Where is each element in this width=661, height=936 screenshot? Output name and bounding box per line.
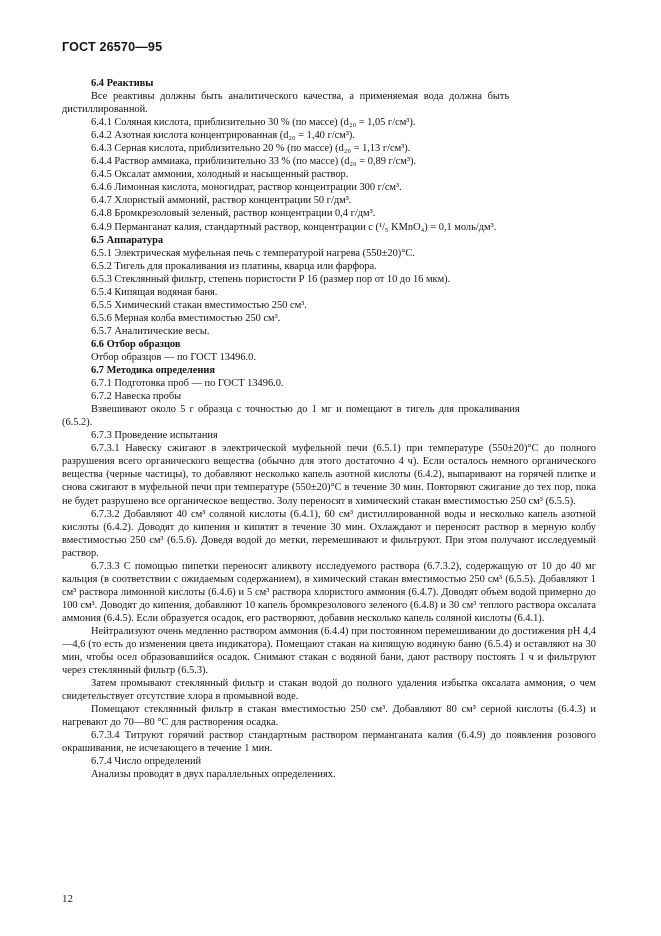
standard-header: ГОСТ 26570—95 (62, 40, 163, 54)
reagent-6-4-2: 6.4.2 Азотная кислота концентрированная (d₂₀ = 1,40 г/см³). (91, 130, 355, 142)
apparatus-6-5-6: 6.5.6 Мерная колба вместимостью 250 см³. (91, 312, 281, 324)
reagent-6-4-1: 6.4.1 Соляная кислота, приблизительно 30 % (по массе) (d₂₀ = 1,05 г/см³). (91, 117, 416, 129)
apparatus-6-5-5: 6.5.5 Химический стакан вместимостью 250 см³. (91, 299, 307, 311)
apparatus-6-5-1: 6.5.1 Электрическая муфельная печь с температурой нагрева (550±20)°С. (91, 247, 415, 259)
reagent-6-4-6: 6.4.6 Лимонная кислота, моногидрат, раствор концентрации 300 г/см³. (91, 182, 402, 194)
sampling-text: Отбор образцов — по ГОСТ 13496.0. (91, 351, 256, 363)
method-6-7-2-text-line-1: Взвешивают около 5 г образца с точностью до 1 мг и помещают в тигель для прокаливания (91, 404, 520, 416)
section-6-6-title: 6.6 Отбор образцов (91, 338, 181, 350)
section-6-4-title: 6.4 Реактивы (91, 78, 154, 89)
reagent-6-4-3: 6.4.3 Серная кислота, приблизительно 20 % (по массе) (d₂₀ = 1,13 г/см³). (91, 143, 411, 155)
section-6-5-title: 6.5 Аппаратура (91, 234, 164, 246)
paragraph-6-7-3-3: 6.7.3.3 С помощью пипетки переносят аликвоту исследуемого раствора (6.7.3.2), содержащую от 10 до 40 мг кальция (в соответствии с ожидаемым содержанием), в химический стакан вместимостью 250 см³ (6.5.5). Добавляют 1 см³ раствора лимонной кислоты (6.4.6) и 5 см³ раствора хлористого аммония (6.4.7). Доводят объем водой примерно до 100 см³. Доводят до кипения, добавляют 10 капель бромкрезолового зеленого (6.4.8) и 30 см³ теплого раствора оксалата аммония (6.4.5). Если образуется осадок, его растворяют, добавив несколько капель соляной кислоты (6.4.1). (62, 560, 596, 624)
paragraph-6-7-3-2: 6.7.3.2 Добавляют 40 см³ соляной кислоты (6.4.1), 60 см³ дистиллированной воды и несколько капель азотной кислоты (6.4.2). Доводят до кипения и кипятят в течение 30 мин. Охлаждают и переносят раствор в мерную колбу вместимостью 250 см³ (6.5.6). Доведя водой до метки, перемешивают и фильтруют. При этом получают исследуемый раствор. (62, 508, 596, 559)
paragraph-washing: Затем промывают стеклянный фильтр и стакан водой до полного удаления избытка оксалата аммония, о чем свидетельствует отсутствие хлора в промывной воде. (62, 678, 596, 703)
method-6-7-3: 6.7.3 Проведение испытания (91, 430, 218, 442)
method-6-7-1: 6.7.1 Подготовка проб — по ГОСТ 13496.0. (91, 378, 284, 390)
apparatus-6-5-7: 6.5.7 Аналитические весы. (91, 325, 210, 337)
section-6-4-intro-line-2: дистиллированной. (62, 104, 148, 116)
method-6-7-4: 6.7.4 Число определений (91, 756, 202, 768)
method-6-7-2: 6.7.2 Навеска пробы (91, 391, 182, 403)
reagent-6-4-9: 6.4.9 Перманганат калия, стандартный раствор, концентрации с (¹/₅ KMnO₄) = 0,1 моль/дм³. (91, 221, 497, 233)
reagent-6-4-8: 6.4.8 Бромкрезоловый зеленый, раствор концентрации 0,4 г/дм³. (91, 208, 376, 220)
method-6-7-4-text: Анализы проводят в двух параллельных определениях. (91, 769, 336, 781)
apparatus-6-5-4: 6.5.4 Кипящая водяная баня. (91, 286, 218, 298)
paragraph-neutralization: Нейтрализуют очень медленно раствором аммония (6.4.4) при постоянном перемешивании до достижения рН 4,4—4,6 (то есть до изменения цвета индикатора). Помещают стакан на кипящую водяную баню (6.5.4) и оставляют на 30 мин, чтобы осел образовавшийся осадок. Снимают стакан с водяной бани, дают раствору постоять 1 ч и фильтруют через стеклянный фильтр (6.5.3). (62, 625, 596, 677)
section-6-4-intro-line-1: Все реактивы должны быть аналитического качества, а применяемая вода должна быть (91, 91, 510, 103)
page-number: 12 (62, 893, 73, 905)
apparatus-6-5-2: 6.5.2 Тигель для прокаливания из платины, кварца или фарфора. (91, 260, 377, 272)
paragraph-6-7-3-1: 6.7.3.1 Навеску сжигают в электрической муфельной печи (6.5.1) при температуре (550±20)°С до полного разрушения всего органического вещества (обычно для этого достаточно 4 ч). Если осталось немного органического вещества (черные частицы), то добавляют несколько капель азотной кислоты (6.4.2), выпаривают на горячей плитке и снова сжигают в муфельной печи при температуре (550±20)°С в течение 30 мин. Повторяют сжигание до тех пор, пока не будет разрушено все органическое вещество. Золу переносят в химический стакан вместимостью 250 см³ (6.5.5). (62, 443, 596, 507)
method-6-7-2-text-line-2: (6.5.2). (62, 417, 93, 429)
paragraph-6-7-3-4: 6.7.3.4 Титруют горячий раствор стандартным раствором перманганата калия (6.4.9) до появления розового окрашивания, не исчезающего в течение 1 мин. (62, 730, 596, 755)
reagent-6-4-7: 6.4.7 Хлористый аммоний, раствор концентрации 50 г/дм³. (91, 195, 352, 207)
paragraph-acid-dissolution: Помещают стеклянный фильтр в стакан вместимостью 250 см³. Добавляют 80 см³ серной кислоты (6.4.3) и нагревают до 70—80 °С для растворения осадка. (62, 704, 596, 729)
section-6-7-title: 6.7 Методика определения (91, 365, 215, 377)
apparatus-6-5-3: 6.5.3 Стеклянный фильтр, степень пористости Р 16 (размер пор от 10 до 16 мкм). (91, 273, 451, 285)
reagent-6-4-5: 6.4.5 Оксалат аммония, холодный и насыщенный раствор. (91, 169, 349, 181)
page-body (62, 77, 596, 782)
reagent-6-4-4: 6.4.4 Раствор аммиака, приблизительно 33 % (по массе) (d₂₀ = 0,89 г/см³). (91, 156, 417, 168)
